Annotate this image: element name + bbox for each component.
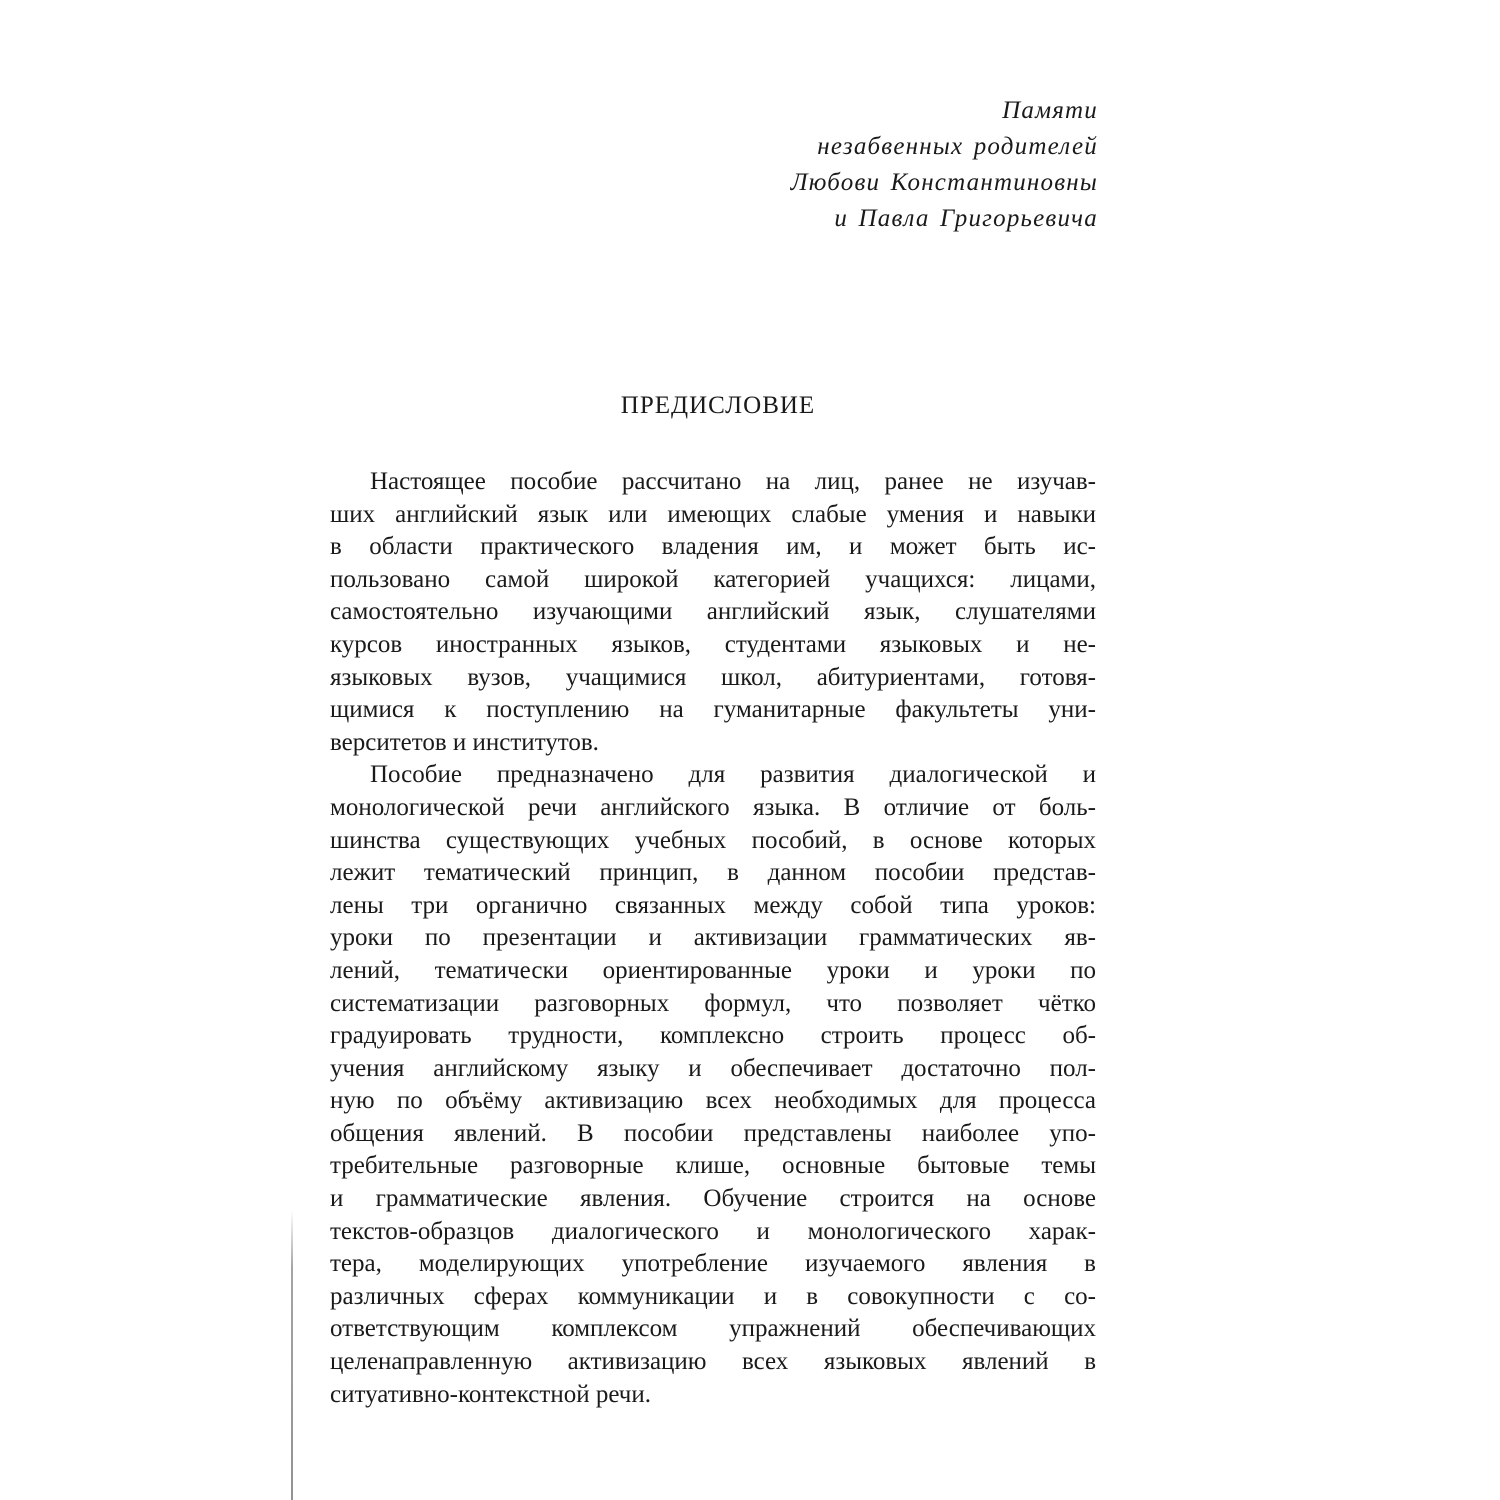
text-line: монологической речи английского языка. В отличие от боль- [330, 793, 1096, 821]
text-line: ответствующим комплексом упражнений обеспечивающих [330, 1315, 1096, 1343]
dedication-line: и Павла Григорьевича [834, 205, 1098, 232]
text-line: языковых вузов, учащимися школ, абитуриентами, готовя- [330, 663, 1096, 691]
text-line: различных сферах коммуникации и в совокупности с со- [330, 1282, 1096, 1310]
text-line: щимися к поступлению на гуманитарные факультеты уни- [330, 696, 1096, 724]
text-line: целенаправленную активизацию всех языковых явлений в [330, 1348, 1096, 1376]
text-line: и грамматические явления. Обучение строится на основе [330, 1185, 1096, 1213]
text-line: систематизации разговорных формул, что позволяет чётко [330, 989, 1096, 1017]
text-line: шинства существующих учебных пособий, в основе которых [330, 826, 1096, 854]
text-line: пользовано самой широкой категорией учащихся: лицами, [330, 565, 1096, 593]
text-line: курсов иностранных языков, студентами языковых и не- [330, 630, 1096, 658]
text-line: в области практического владения им, и может быть ис- [330, 533, 1096, 561]
dedication-line: Любови Константиновны [790, 169, 1098, 196]
text-line: градуировать трудности, комплексно строить процесс об- [330, 1022, 1096, 1050]
scan-edge-shadow [291, 1210, 293, 1500]
text-line: лежит тематический принцип, в данном пособии представ- [330, 859, 1096, 887]
dedication-line: Памяти [1002, 97, 1098, 124]
text-line: уроки по презентации и активизации грамматических яв- [330, 924, 1096, 952]
text-line: требительные разговорные клише, основные бытовые темы [330, 1152, 1096, 1180]
text-line: лений, тематически ориентированные уроки и уроки по [330, 956, 1096, 984]
text-line: Пособие предназначено для развития диалогической и [370, 761, 1096, 789]
text-line: верситетов и институтов. [330, 728, 599, 756]
preface-body [330, 466, 1096, 1411]
text-line: самостоятельно изучающими английский язык, слушателями [330, 598, 1096, 626]
text-line: ную по объёму активизацию всех необходимых для процесса [330, 1087, 1096, 1115]
text-line: лены три органично связанных между собой типа уроков: [330, 891, 1096, 919]
dedication [578, 93, 1098, 237]
preface-title: ПРЕДИСЛОВИЕ [620, 392, 816, 419]
text-line: текстов-образцов диалогического и монологического харак- [330, 1217, 1096, 1245]
text-line: Настоящее пособие рассчитано на лиц, ранее не изучав- [370, 468, 1096, 495]
text-line: ситуативно-контекстной речи. [330, 1380, 652, 1408]
text-line: общения явлений. В пособии представлены наиболее упо- [330, 1119, 1096, 1147]
text-line: учения английскому языку и обеспечивает достаточно пол- [330, 1054, 1096, 1082]
text-line: тера, моделирующих употребление изучаемого явления в [330, 1250, 1096, 1278]
dedication-line: незабвенных родителей [817, 133, 1098, 160]
text-line: ших английский язык или имеющих слабые умения и навыки [330, 500, 1096, 528]
